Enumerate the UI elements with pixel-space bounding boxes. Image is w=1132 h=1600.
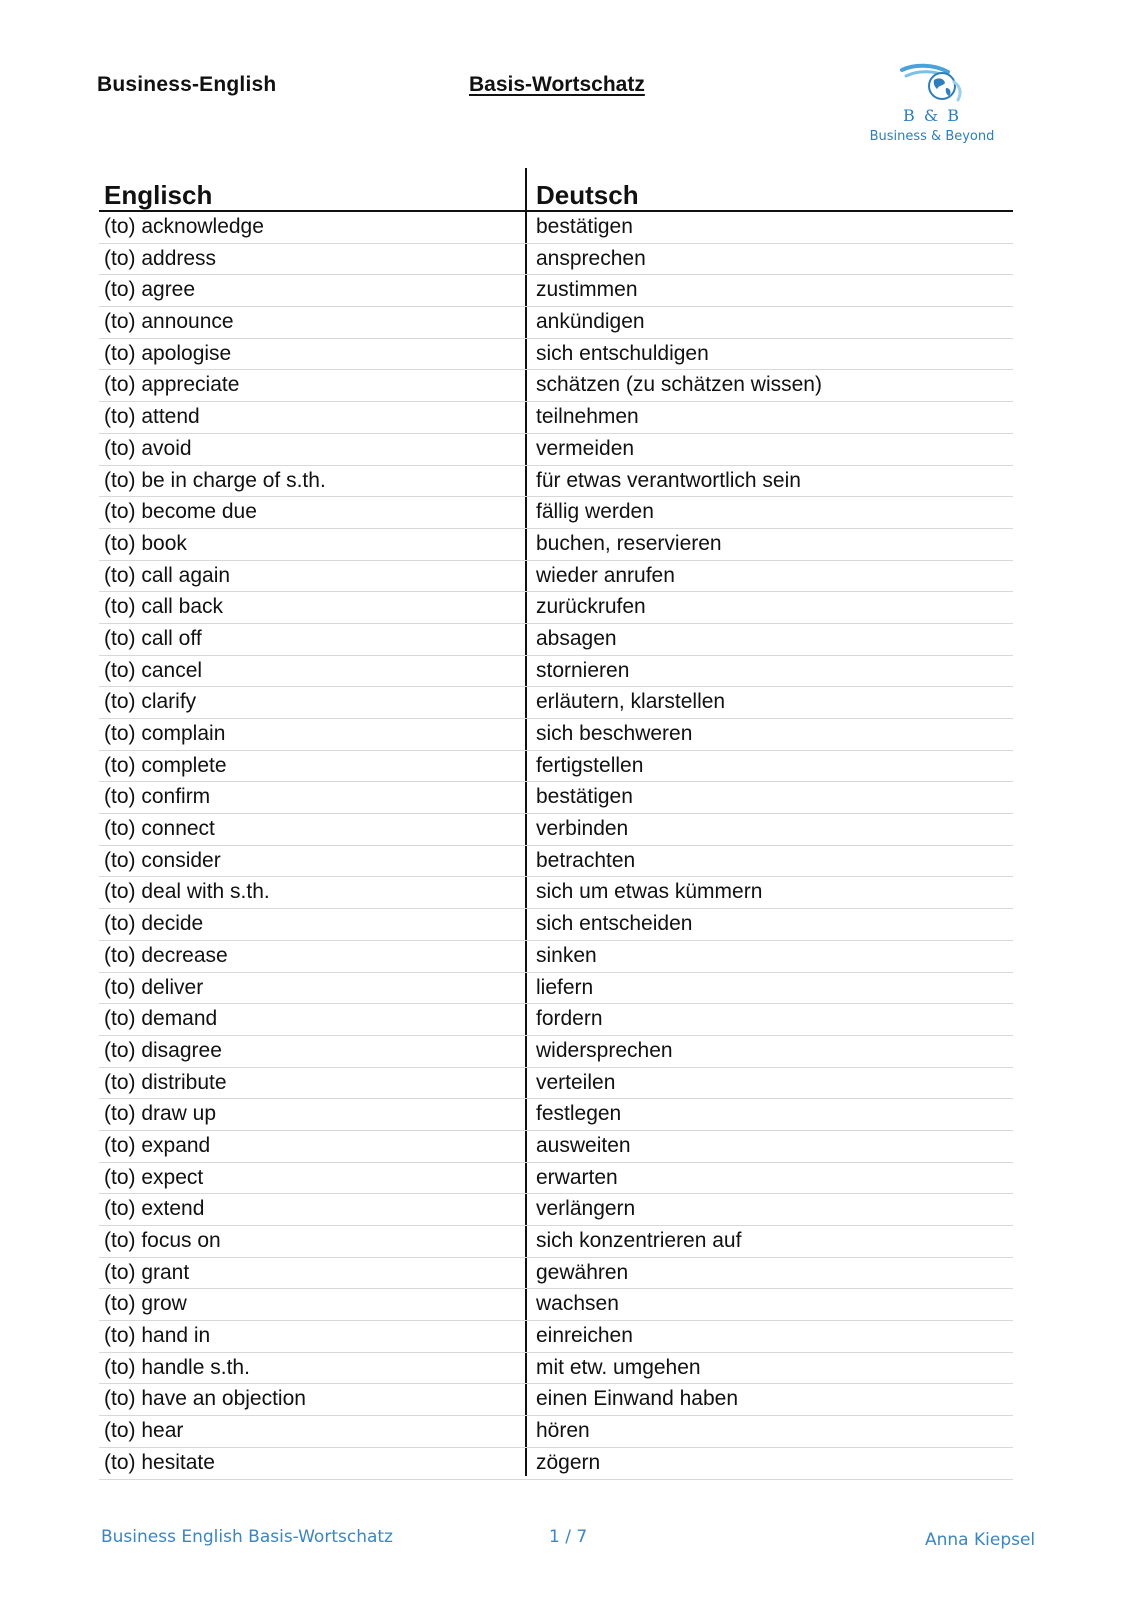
document-title: Business-English	[97, 73, 277, 96]
table-row	[99, 1163, 1013, 1195]
german-term: für etwas verantwortlich sein	[536, 468, 801, 492]
english-term: (to) demand	[104, 1007, 218, 1031]
company-logo	[862, 62, 1002, 144]
table-header-row	[99, 170, 1013, 212]
german-term: stornieren	[536, 658, 630, 682]
english-term: (to) announce	[104, 310, 234, 334]
footer-author: Anna Kiepsel	[925, 1530, 1036, 1550]
table-row	[99, 1321, 1013, 1353]
logo-subtitle: Business & Beyond	[869, 129, 995, 144]
german-term: sich entscheiden	[536, 912, 693, 936]
table-row	[99, 307, 1013, 339]
english-term: (to) handle s.th.	[104, 1355, 250, 1379]
table-row	[99, 973, 1013, 1005]
table-row	[99, 814, 1013, 846]
english-term: (to) hesitate	[104, 1450, 215, 1474]
english-term: (to) call again	[104, 563, 231, 587]
german-term: verteilen	[536, 1070, 616, 1094]
english-term: (to) deliver	[104, 975, 204, 999]
vocabulary-table	[99, 170, 1013, 1480]
german-term: vermeiden	[536, 436, 635, 460]
english-term: (to) focus on	[104, 1229, 221, 1252]
table-row	[99, 1353, 1013, 1385]
page-number: 1 / 7	[549, 1527, 588, 1547]
english-term: (to) expect	[104, 1165, 204, 1189]
english-term: (to) call off	[104, 626, 202, 650]
table-row	[99, 909, 1013, 941]
german-term: wieder anrufen	[536, 563, 675, 587]
german-term: liefern	[536, 975, 594, 999]
english-term: (to) draw up	[104, 1102, 217, 1126]
german-term: verlängern	[536, 1197, 636, 1221]
table-row	[99, 1036, 1013, 1068]
header-english: Englisch	[104, 180, 213, 210]
german-term: erläutern, klarstellen	[536, 690, 726, 714]
german-term: einreichen	[536, 1324, 633, 1348]
german-term: sich konzentrieren auf	[536, 1229, 742, 1252]
english-term: (to) expand	[104, 1133, 211, 1157]
german-term: betrachten	[536, 848, 636, 872]
table-row	[99, 1258, 1013, 1290]
table-row	[99, 497, 1013, 529]
table-row	[99, 212, 1013, 244]
table-row	[99, 434, 1013, 466]
german-term: teilnehmen	[536, 405, 639, 429]
english-term: (to) attend	[104, 405, 200, 429]
table-row	[99, 751, 1013, 783]
table-row	[99, 592, 1013, 624]
document-subtitle: Basis-Wortschatz	[469, 73, 645, 96]
german-term: sinken	[536, 943, 597, 967]
german-term: widersprechen	[536, 1038, 673, 1062]
german-term: buchen, reservieren	[536, 531, 722, 555]
header-german: Deutsch	[536, 180, 639, 210]
english-term: (to) apologise	[104, 341, 232, 365]
table-row	[99, 656, 1013, 688]
english-term: (to) be in charge of s.th.	[104, 468, 326, 492]
english-term: (to) hand in	[104, 1324, 211, 1348]
german-term: zurückrufen	[536, 595, 646, 619]
table-row	[99, 466, 1013, 498]
table-row	[99, 561, 1013, 593]
english-term: (to) acknowledge	[104, 215, 264, 238]
german-term: ausweiten	[536, 1133, 631, 1157]
table-row	[99, 1099, 1013, 1131]
table-row	[99, 719, 1013, 751]
english-term: (to) clarify	[104, 690, 197, 714]
english-term: (to) distribute	[104, 1070, 227, 1094]
german-term: fertigstellen	[536, 753, 644, 777]
german-term: hören	[536, 1419, 590, 1443]
german-term: mit etw. umgehen	[536, 1355, 701, 1379]
english-term: (to) address	[104, 246, 217, 270]
german-term: ankündigen	[536, 310, 645, 334]
table-row	[99, 1004, 1013, 1036]
german-term: gewähren	[536, 1260, 629, 1284]
english-term: (to) book	[104, 531, 187, 555]
german-term: ansprechen	[536, 246, 646, 270]
english-term: (to) confirm	[104, 785, 211, 809]
german-term: wachsen	[536, 1292, 619, 1316]
table-row	[99, 275, 1013, 307]
german-term: zögern	[536, 1450, 601, 1474]
german-term: festlegen	[536, 1102, 622, 1126]
english-term: (to) consider	[104, 848, 221, 872]
english-term: (to) complain	[104, 722, 226, 745]
english-term: (to) deal with s.th.	[104, 880, 270, 904]
english-term: (to) disagree	[104, 1038, 222, 1062]
german-term: fällig werden	[536, 500, 654, 524]
table-row	[99, 1068, 1013, 1100]
german-term: schätzen (zu schätzen wissen)	[536, 373, 822, 397]
globe-swoosh-icon	[898, 62, 966, 104]
german-term: absagen	[536, 626, 617, 650]
table-row	[99, 846, 1013, 878]
table-row	[99, 1416, 1013, 1448]
table-row	[99, 782, 1013, 814]
english-term: (to) complete	[104, 753, 227, 777]
table-row	[99, 1226, 1013, 1258]
table-row	[99, 941, 1013, 973]
table-row	[99, 402, 1013, 434]
english-term: (to) appreciate	[104, 373, 240, 397]
english-term: (to) grant	[104, 1260, 190, 1284]
table-row	[99, 1131, 1013, 1163]
german-term: erwarten	[536, 1165, 618, 1189]
english-term: (to) hear	[104, 1419, 184, 1443]
table-row	[99, 687, 1013, 719]
table-row	[99, 1448, 1013, 1480]
table-row	[99, 1384, 1013, 1416]
english-term: (to) become due	[104, 500, 257, 524]
english-term: (to) decide	[104, 912, 204, 936]
english-term: (to) grow	[104, 1292, 187, 1316]
table-row	[99, 529, 1013, 561]
english-term: (to) extend	[104, 1197, 205, 1221]
english-term: (to) call back	[104, 595, 224, 619]
english-term: (to) have an objection	[104, 1387, 306, 1411]
german-term: bestätigen	[536, 785, 633, 809]
english-term: (to) cancel	[104, 658, 203, 682]
german-term: einen Einwand haben	[536, 1387, 739, 1411]
table-row	[99, 1194, 1013, 1226]
german-term: sich beschweren	[536, 722, 693, 745]
table-row	[99, 877, 1013, 909]
table-row	[99, 244, 1013, 276]
german-term: fordern	[536, 1007, 603, 1031]
footer-title: Business English Basis-Wortschatz	[101, 1527, 393, 1547]
table-row	[99, 370, 1013, 402]
english-term: (to) avoid	[104, 436, 192, 460]
table-body	[99, 212, 1013, 1480]
german-term: bestätigen	[536, 215, 633, 238]
logo-title: B & B	[903, 106, 961, 125]
table-row	[99, 1289, 1013, 1321]
english-term: (to) agree	[104, 278, 196, 302]
table-row	[99, 624, 1013, 656]
english-term: (to) connect	[104, 817, 215, 841]
german-term: zustimmen	[536, 278, 638, 302]
german-term: sich um etwas kümmern	[536, 880, 763, 904]
german-term: verbinden	[536, 817, 629, 841]
english-term: (to) decrease	[104, 943, 228, 967]
german-term: sich entschuldigen	[536, 341, 709, 365]
table-row	[99, 339, 1013, 371]
